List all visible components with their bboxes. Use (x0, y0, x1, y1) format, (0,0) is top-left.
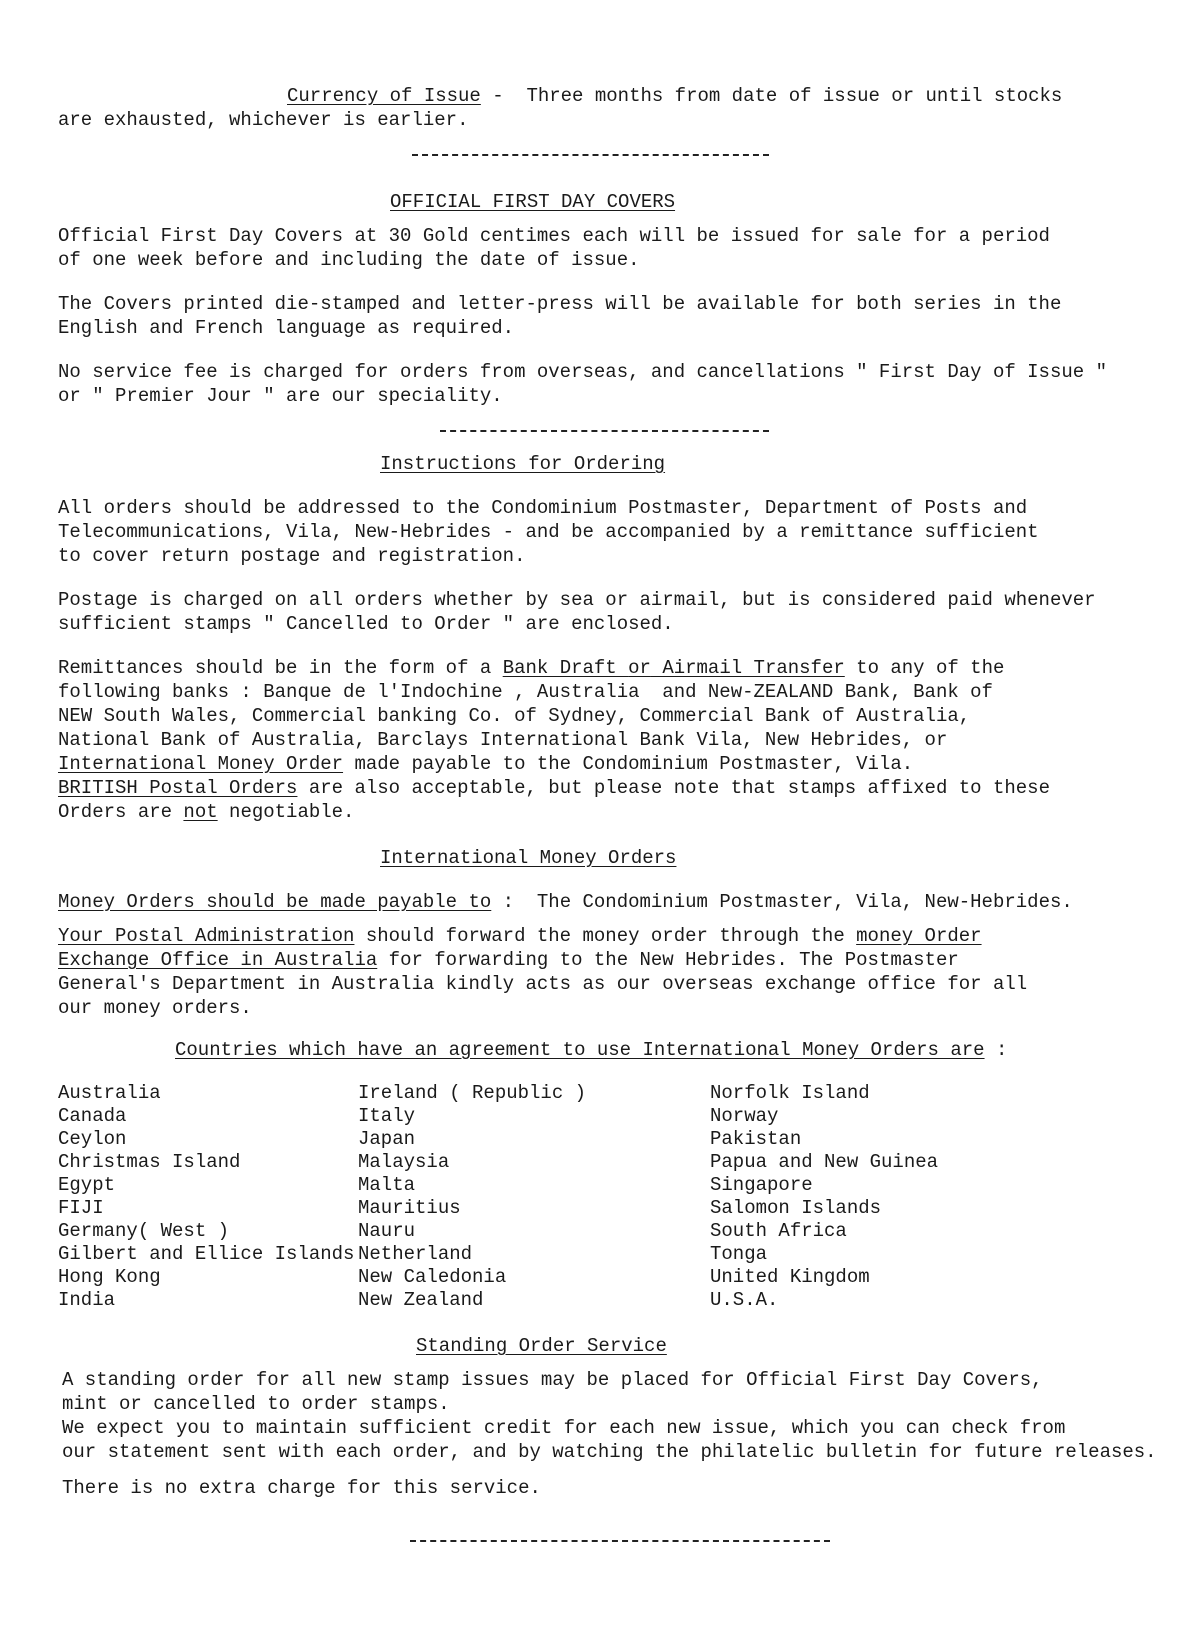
list-item: United Kingdom (710, 1266, 870, 1288)
countries-column-3 (710, 1082, 938, 1312)
list-item: Italy (358, 1105, 416, 1127)
list-item: Papua and New Guinea (710, 1151, 939, 1173)
ordering-p2-line-1: Postage is charged on all orders whether by sea or airmail, but is considered paid whenever (58, 589, 1096, 611)
list-item: U.S.A. (710, 1289, 779, 1311)
text-run: money Order (856, 925, 982, 947)
list-item: Norfolk Island (710, 1082, 870, 1104)
list-item: Pakistan (710, 1128, 802, 1150)
fdc-p2-line-1: The Covers printed die-stamped and letter-press will be available for both series in the (58, 293, 1062, 315)
text-run: Money Orders should be made payable to (58, 891, 492, 913)
list-item: Christmas Island (58, 1151, 241, 1173)
list-item: Tonga (710, 1243, 768, 1265)
not-term: not (183, 801, 218, 823)
standing-line-1: A standing order for all new stamp issues may be placed for Official First Day Covers, (62, 1369, 1043, 1391)
list-item: Canada (58, 1105, 127, 1127)
fdc-p3-line-2: or " Premier Jour " are our speciality. (58, 385, 503, 407)
ordering-p1-line-2: Telecommunications, Vila, New-Hebrides - and be accompanied by a remittance sufficient (58, 521, 1039, 543)
divider-rule (440, 430, 769, 432)
divider-rule (410, 1540, 830, 1542)
standing-line-3: We expect you to maintain sufficient credit for each new issue, which you can check from (62, 1417, 1066, 1439)
list-item: Salomon Islands (710, 1197, 882, 1219)
text-run: to any of the (844, 657, 1005, 679)
bank-draft-term: Bank Draft (502, 657, 629, 679)
international-money-order-term: International Money Order (58, 753, 344, 775)
standing-line-2: mint or cancelled to order stamps. (62, 1393, 450, 1415)
text-run: : The Condominium Postmaster, Vila, New-Hebrides. (491, 891, 1073, 913)
ordering-p3-line-4: National Bank of Australia, Barclays International Bank Vila, New Hebrides, or (58, 729, 948, 751)
currency-line-2: are exhausted, whichever is earlier. (58, 109, 469, 131)
text-run: : (984, 1039, 1008, 1061)
ordering-p1-line-3: to cover return postage and registration. (58, 545, 526, 567)
british-postal-orders-term: BRITISH Postal Orders (58, 777, 298, 799)
currency-text-1: - Three months from date of issue or until stocks (480, 85, 1063, 107)
list-item: India (58, 1289, 116, 1311)
list-item: Singapore (710, 1174, 813, 1196)
imo-heading: International Money Orders (380, 847, 677, 869)
text-run: are also acceptable, but please note that stamps affixed to these (297, 777, 1050, 799)
fdc-p2-line-2: English and French language as required. (58, 317, 515, 339)
currency-label: Currency of Issue (287, 85, 481, 107)
divider-rule (412, 154, 769, 156)
text-run: Exchange Office in Australia (58, 949, 378, 971)
ordering-heading: Instructions for Ordering (380, 453, 666, 475)
ordering-p3-line-7 (58, 800, 354, 824)
ordering-p3-line-1 (58, 656, 1004, 680)
ordering-p1-line-1: All orders should be addressed to the Condominium Postmaster, Department of Posts and (58, 497, 1028, 519)
list-item: Malta (358, 1174, 416, 1196)
fdc-p1-line-2: of one week before and including the date of issue. (58, 249, 640, 271)
standing-final-line: There is no extra charge for this service. (62, 1477, 541, 1499)
text-run: made payable to the Condominium Postmaster, Vila. (343, 753, 914, 775)
list-item: South Africa (710, 1220, 847, 1242)
ordering-p3-line-6 (58, 776, 1050, 800)
text-run: negotiable. (217, 801, 355, 823)
text-run: Remittances should be in the form of a (58, 657, 503, 679)
list-item: Nauru (358, 1220, 416, 1242)
standing-heading: Standing Order Service (416, 1335, 667, 1357)
list-item: Hong Kong (58, 1266, 161, 1288)
list-item: Egypt (58, 1174, 116, 1196)
standing-line-4: our statement sent with each order, and by watching the philatelic bulletin for future releases. (62, 1441, 1157, 1463)
ordering-p3-line-2: following banks : Banque de l'Indochine , Australia and New-ZEALAND Bank, Bank of (58, 681, 993, 703)
imo-line-2 (58, 924, 982, 948)
countries-heading: Countries which have an agreement to use International Money Orders are (175, 1039, 985, 1061)
text-run: Your Postal Administration (58, 925, 355, 947)
list-item: Ceylon (58, 1128, 127, 1150)
text-run: for forwarding to the New Hebrides. The Postmaster (377, 949, 959, 971)
currency-line-1 (287, 84, 1062, 108)
list-item: Germany( West ) (58, 1220, 230, 1242)
list-item: Australia (58, 1082, 161, 1104)
list-item: Netherland (358, 1243, 473, 1265)
fdc-p3-line-1: No service fee is charged for orders from overseas, and cancellations " First Day of Issue " (58, 361, 1107, 383)
list-item: Malaysia (358, 1151, 450, 1173)
text-run: or (628, 657, 651, 679)
list-item: Mauritius (358, 1197, 461, 1219)
fdc-p1-line-1: Official First Day Covers at 30 Gold centimes each will be issued for sale for a period (58, 225, 1050, 247)
list-item: Norway (710, 1105, 779, 1127)
airmail-transfer-term: Airmail Transfer (650, 657, 845, 679)
list-item: FIJI (58, 1197, 104, 1219)
list-item: Japan (358, 1128, 416, 1150)
text-run: should forward the money order through the (354, 925, 857, 947)
list-item: New Zealand (358, 1289, 484, 1311)
countries-column-2 (358, 1082, 586, 1312)
ordering-p3-line-5 (58, 752, 913, 776)
imo-line-5: our money orders. (58, 997, 252, 1019)
imo-line-1 (58, 890, 1073, 914)
ordering-p2-line-2: sufficient stamps " Cancelled to Order " are enclosed. (58, 613, 674, 635)
imo-line-3 (58, 948, 959, 972)
imo-line-4: General's Department in Australia kindly acts as our overseas exchange office for all (58, 973, 1028, 995)
countries-heading-line (175, 1038, 1007, 1062)
text-run: Orders are (58, 801, 184, 823)
ordering-p3-line-3: NEW South Wales, Commercial banking Co. of Sydney, Commercial Bank of Australia, (58, 705, 971, 727)
list-item: Gilbert and Ellice Islands (58, 1243, 355, 1265)
list-item: New Caledonia (358, 1266, 507, 1288)
countries-column-1 (58, 1082, 354, 1312)
fdc-heading: OFFICIAL FIRST DAY COVERS (390, 191, 676, 213)
list-item: Ireland ( Republic ) (358, 1082, 587, 1104)
